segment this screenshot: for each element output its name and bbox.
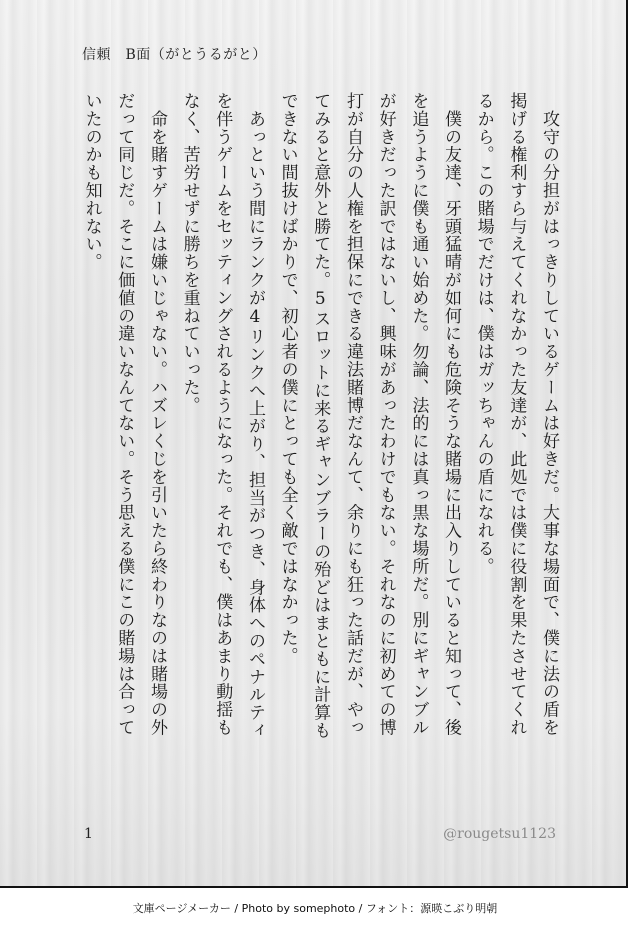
- text-line: だって同じだ。そこに価値の違いなんてない。そう思える僕にこの賭場は合って: [114, 92, 135, 737]
- text-line: を追うように僕も通い始めた。勿論、法的には真っ黒な場所だ。別にギャンブル: [408, 92, 429, 737]
- page-header-title: 信頼 B面（がとうるがと）: [82, 47, 267, 63]
- text-line: いたのかも知れない。: [81, 92, 102, 271]
- text-line: てみると意外と勝てた。5スロットに来るギャンブラーの殆どはまともに計算も: [310, 92, 331, 740]
- text-line: を伴うゲームをセッティングされるようになった。それでも、僕はあまり動揺も: [212, 92, 233, 737]
- text-line: 攻守の分担がはっきりしているゲームは好きだ。大事な場面で、僕に法の盾を: [539, 92, 559, 737]
- footer-credit: 文庫ページメーカー / Photo by somephoto / フォント：源暎こぶり明朝: [132, 902, 498, 915]
- author-handle: @rougetsu1123: [443, 826, 556, 842]
- text-line: 掲げる権利すら与えてくれなかった友達が、此処では僕に役割を果たさせてくれ: [506, 92, 527, 737]
- text-line: あっという間にランクが4リンクへ上がり、担当がつき、身体へのペナルティ: [244, 92, 265, 740]
- text-line: が好きだった訳ではないし、興味があったわけでもない。それなのに初めての博: [375, 92, 396, 737]
- page-number: 1: [84, 826, 93, 842]
- text-line: 打が自分の人権を担保にできる違法賭博だなんて、余りにも狂った話だが、やっ: [342, 92, 363, 737]
- text-line: できない間抜けばかりで、初心者の僕にとっても全く敵ではなかった。: [277, 92, 298, 665]
- text-line: 僕の友達、牙頭猛晴が如何にも危険そうな賭場に出入りしていると知って、後: [440, 92, 461, 737]
- vertical-text-body: [80, 92, 560, 804]
- text-line: るから。この賭場でだけは、僕はガッちゃんの盾になれる。: [473, 92, 494, 576]
- text-line: なく、苦労せずに勝ちを重ねていった。: [179, 92, 200, 415]
- text-line: 命を賭すゲームは嫌いじゃない。ハズレくじを引いたら終わりなのは賭場の外: [146, 92, 167, 737]
